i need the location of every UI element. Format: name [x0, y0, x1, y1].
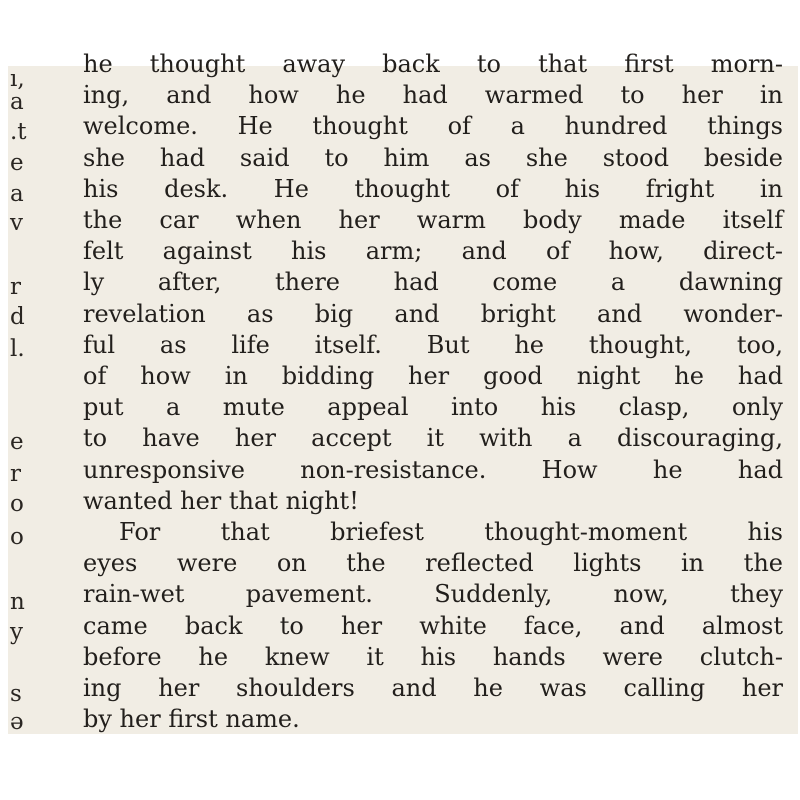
article-line: put a mute appeal into his clasp, only: [83, 393, 783, 422]
article-line: welcome. He thought of a hundred things: [83, 112, 783, 141]
article-line: before he knew it his hands were clutch-: [83, 642, 783, 671]
previous-column-fragment: o: [10, 491, 24, 517]
article-line: to have her accept it with a discouraging,: [83, 424, 783, 453]
article-line: unresponsive non-resistance. How he had: [83, 455, 783, 484]
previous-column-fragment: r: [10, 461, 21, 487]
previous-column-fragment: ə: [10, 709, 24, 735]
previous-column-fragment: s: [10, 681, 22, 707]
article-line: rain-wet pavement. Suddenly, now, they: [83, 580, 783, 609]
previous-column-fragments: [8, 66, 36, 734]
previous-column-fragment: a: [10, 89, 24, 115]
article-line: ing, and how he had warmed to her in: [83, 81, 783, 110]
newspaper-clipping: [8, 50, 798, 735]
previous-column-fragment: e: [10, 150, 24, 176]
previous-column-fragment: e: [10, 429, 24, 455]
article-line: felt against his arm; and of how, direct-: [83, 237, 783, 266]
previous-column-fragment: d: [10, 304, 25, 330]
previous-column-fragment: a: [10, 181, 24, 207]
article-line: the car when her warm body made itself: [83, 206, 783, 235]
article-line: revelation as big and bright and wonder-: [83, 299, 783, 328]
article-line: his desk. He thought of his fright in: [83, 174, 783, 203]
previous-column-fragment: l.: [10, 336, 25, 362]
article-line: of how in bidding her good night he had: [83, 362, 783, 391]
article-line: ing her shoulders and he was calling her: [83, 674, 783, 703]
article-line: eyes were on the reflected lights in the: [83, 549, 783, 578]
previous-column-fragment: n: [10, 589, 25, 615]
previous-column-fragment: v: [10, 210, 23, 236]
article-line: came back to her white face, and almost: [83, 611, 783, 640]
article-line: For that briefest thought-moment his: [119, 518, 783, 547]
previous-column-fragment: y: [10, 619, 23, 645]
article-text: [83, 49, 783, 735]
previous-column-fragment: o: [10, 524, 24, 550]
article-line: ful as life itself. But he thought, too,: [83, 330, 783, 359]
previous-column-fragment: ı,: [10, 66, 25, 92]
article-line: wanted her that night!: [83, 486, 359, 515]
article-line: she had said to him as she stood beside: [83, 143, 783, 172]
article-line: by her first name.: [83, 705, 300, 734]
article-line: ly after, there had come a dawning: [83, 268, 783, 297]
previous-column-fragment: r: [10, 274, 21, 300]
article-line: he thought away back to that first morn-: [83, 50, 783, 78]
previous-column-fragment: .t: [10, 119, 27, 145]
